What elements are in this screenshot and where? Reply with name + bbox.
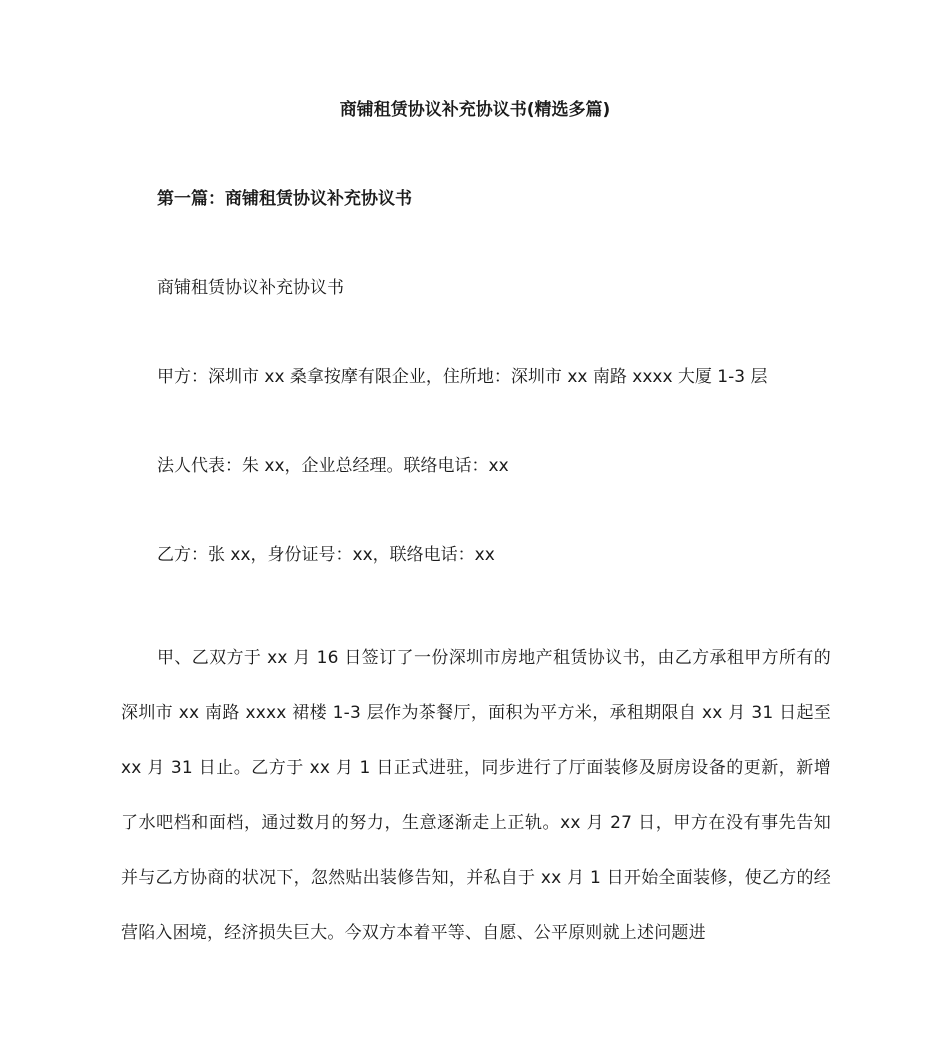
- agreement-subtitle: 商铺租赁协议补充协议书: [157, 278, 344, 298]
- legal-representative-line: 法人代表：朱 xx，企业总经理。联络电话：xx: [157, 456, 509, 476]
- document-title: 商铺租赁协议补充协议书(精选多篇): [339, 100, 611, 120]
- party-a-line: 甲方：深圳市 xx 桑拿按摩有限企业，住所地：深圳市 xx 南路 xxxx 大厦 1-3 层: [157, 367, 768, 387]
- party-b-line: 乙方：张 xx，身份证号：xx，联络电话：xx: [157, 545, 495, 565]
- section-heading: 第一篇：商铺租赁协议补充协议书: [157, 189, 412, 209]
- body-paragraph: 甲、乙双方于 xx 月 16 日签订了一份深圳市房地产租赁协议书，由乙方承租甲方所有的深圳市 xx 南路 xxxx 裙楼 1-3 层作为茶餐厅，面积为平方米，承租期限自 xx 月 31 日起至 xx 月 31 日止。乙方于 xx 月 1 日正式进驻，同步进行了厅面装修及厨房设备的更新，新增了水吧档和面档，通过数月的努力，生意逐渐走上正轨。xx 月 27 日，甲方在没有事先告知并与乙方协商的状况下，忽然贴出装修告知，并私自于 xx 月 1 日开始全面装修，使乙方的经营陷入困境，经济损失巨大。今双方本着平等、自愿、公平原则就上述问题进: [121, 648, 831, 943]
